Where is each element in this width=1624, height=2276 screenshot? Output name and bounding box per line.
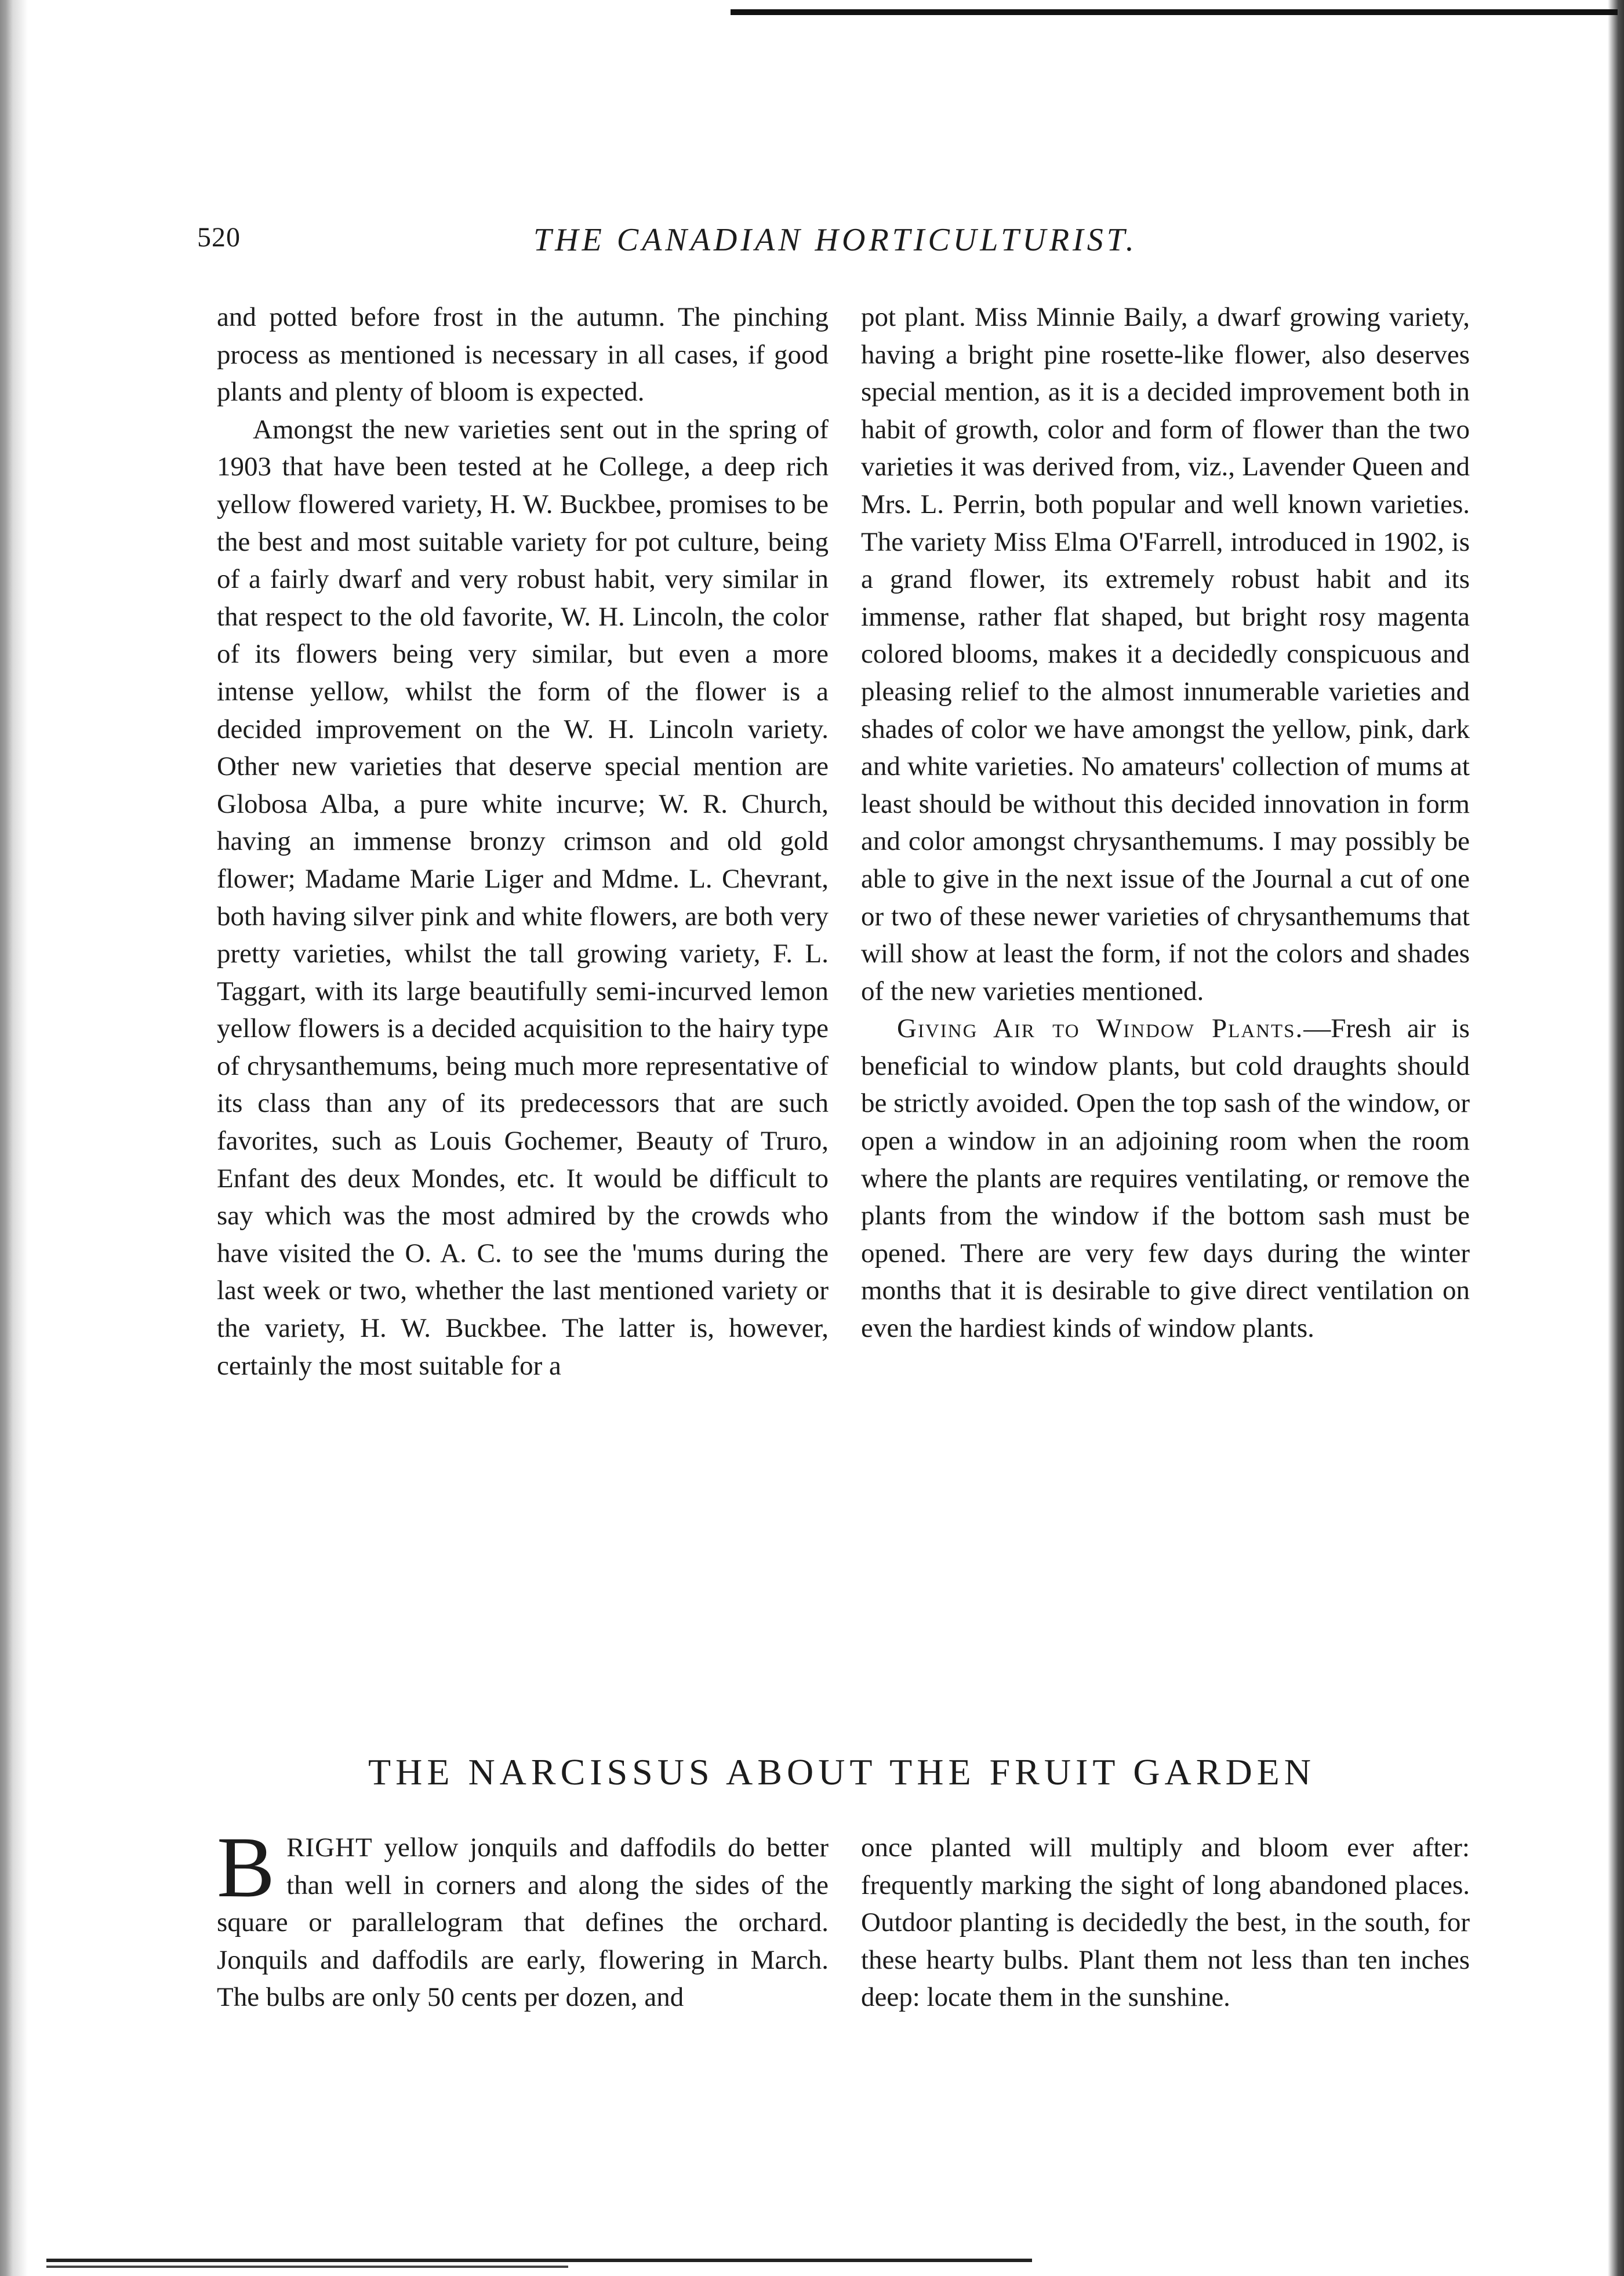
chrysanthemum-right-column xyxy=(861,299,1470,1347)
lead-word: RIGHT xyxy=(286,1833,373,1863)
chrysanthemum-paragraph-2: Amongst the new varieties sent out in the spring of 1903 that have been tested at he College, a deep rich yellow flowered variety, H. W. Buckbee, promises to be the best and most suitable variety for pot culture, being of a fairly dwarf and very robust habit, very similar in that respect to the old favorite, W. H. Lincoln, the color of its flowers being very similar, but even a more intense yellow, whilst the form of the flower is a decided improvement on the W. H. Lincoln variety. Other new varieties that deserve special mention are Globosa Alba, a pure white incurve; W. R. Church, having an immense bronzy crimson and old gold flower; Madame Marie Liger and Mdme. L. Chevrant, both having silver pink and white flowers, are both very pretty varieties, whilst the tall growing variety, F. L. Taggart, with its large beautifully semi-incurved lemon yellow flowers is a decided acquisition to the hairy type of chrysanthemums, being much more representative of its class than any of its predecessors that are such favorites, such as Louis Gochemer, Beauty of Truro, Enfant des deux Mondes, etc. It would be difficult to say which was the most admired by the crowds who have visited the O. A. C. to see the 'mums during the last week or two, whether the last mentioned variety or the variety, H. W. Buckbee. The latter is, however, certainly the most suitable for a xyxy=(217,414,829,1381)
chrysanthemum-paragraph-1: and potted before frost in the autumn. The pinching process as mentioned is necessary in all cases, if good plants and plenty of bloom is expected. xyxy=(217,302,829,408)
window-plants-body: —Fresh air is beneficial to window plants, but cold draughts should be strictly avoided. Open the top sash of the window, or open a window in an adjoining room when the room where the plants are requires ventilating, or remove the plants from the window if the bottom sash must be opened. There are very few days during the winter months that it is desirable to give direct ventilation on even the hardiest kinds of window plants. xyxy=(861,1013,1470,1344)
running-header xyxy=(197,221,1476,262)
narcissus-paragraph-1 xyxy=(217,1819,829,2016)
page-number: 520 xyxy=(197,222,241,253)
narcissus-article-title: THE NARCISSUS ABOUT THE FRUIT GARDEN xyxy=(368,1751,1316,1793)
window-plants-heading: Giving Air to Window Plants. xyxy=(897,1013,1304,1044)
chrysanthemum-paragraph-3: pot plant. Miss Minnie Baily, a dwarf growing variety, having a bright pine rosette-like flower, also deserves special mention, as it is a decided improvement both in habit of growth, color and form of flower than the two varieties it was derived from, viz., Lavender Queen and Mrs. L. Perrin, both popular and well known varieties. The variety Miss Elma O'Farrell, introduced in 1902, is a grand flower, its extremely robust habit and its immense, rather flat shaped, but bright rosy magenta colored blooms, makes it a decidedly conspicuous and pleasing relief to the almost innumerable varieties and shades of color we have amongst the yellow, pink, dark and white varieties. No amateurs' collection of mums at least should be without this decided innovation in form and color amongst chrysanthemums. I may possibly be able to give in the next issue of the Journal a cut of one or two of these newer varieties of chrysanthemums that will show at least the form, if not the colors and shades of the new varieties mentioned. xyxy=(861,302,1470,1006)
scan-edge-left xyxy=(0,0,28,2276)
chrysanthemum-left-column xyxy=(217,299,829,1384)
narcissus-right-column xyxy=(861,1829,1470,2016)
drop-cap: B xyxy=(217,1819,275,1915)
bottom-rule xyxy=(46,2259,1032,2262)
journal-title: THE CANADIAN HORTICULTURIST. xyxy=(533,222,1138,258)
scan-edge-right xyxy=(1608,0,1624,2276)
window-plants-paragraph xyxy=(861,1010,1470,1347)
bottom-rule-secondary xyxy=(46,2266,568,2268)
top-rule xyxy=(731,9,1618,15)
narcissus-left-body: yellow jonquils and daffodils do better than well in corners and along the sides of the square or parallelogram that defines the orchard. Jonquils and daffodils are early, flowering in March. The bulbs are only 50 cents per dozen, and xyxy=(217,1833,829,2013)
narcissus-left-column xyxy=(217,1819,829,2016)
narcissus-paragraph-2: once planted will multiply and bloom ever after: frequently marking the sight of long abandoned places. Outdoor planting is decidedly the best, in the south, for these hearty bulbs. Plant them not less than ten inches deep: locate them in the sunshine. xyxy=(861,1833,1470,2013)
